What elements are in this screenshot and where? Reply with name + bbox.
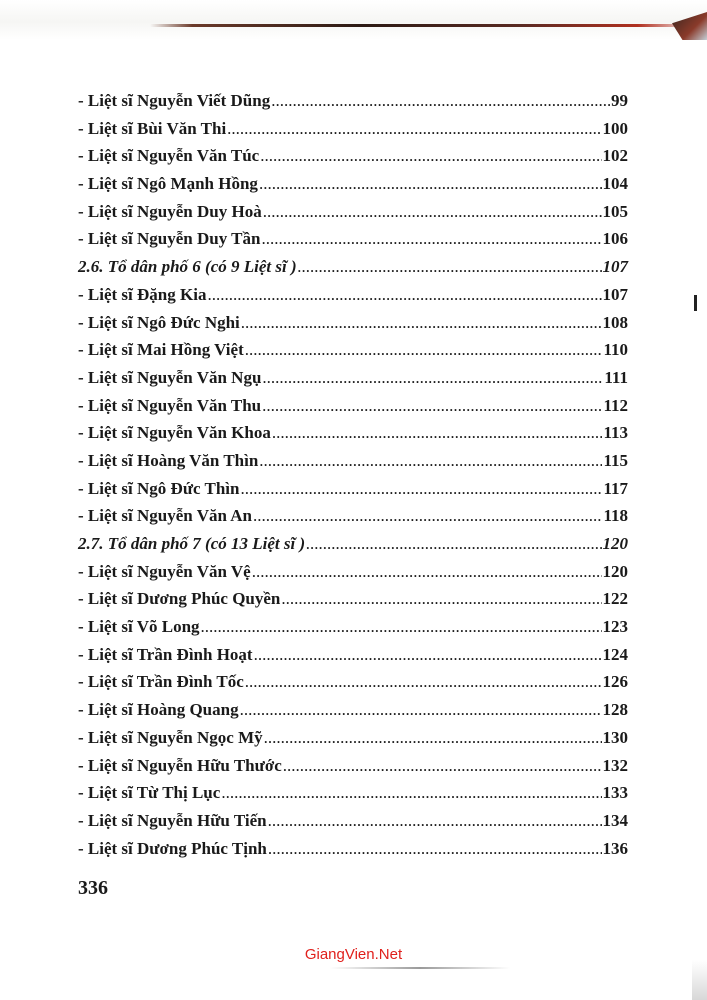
toc-entry: [78, 447, 628, 475]
toc-entry-title: - Liệt sĩ Nguyễn Duy Hoà: [78, 201, 262, 221]
toc-entry: [78, 309, 628, 337]
toc-section-heading: [78, 530, 628, 558]
toc-entry-page: 134: [602, 810, 628, 830]
toc-entry: [78, 225, 628, 253]
toc-entry-page: 110: [603, 340, 628, 360]
toc-entry: [78, 364, 628, 392]
toc-dot-leader: [207, 281, 601, 309]
toc-dot-leader: [245, 336, 603, 364]
toc-entry-title: - Liệt sĩ Mai Hồng Việt: [78, 340, 244, 360]
toc-entry-page: 120: [602, 534, 628, 553]
toc-dot-leader: [221, 779, 601, 807]
toc-dot-leader: [254, 641, 602, 669]
toc-entry: [78, 419, 628, 447]
toc-entry-title: 2.6. Tổ dân phố 6 (có 9 Liệt sĩ ): [78, 257, 297, 277]
toc-dot-leader: [259, 447, 602, 475]
toc-entry: [78, 198, 628, 226]
toc-entry: [78, 835, 628, 863]
margin-mark: [694, 295, 697, 311]
toc-entry: [78, 779, 628, 807]
table-of-contents: [78, 87, 628, 862]
toc-dot-leader: [264, 724, 602, 752]
toc-entry: [78, 558, 628, 586]
toc-dot-leader: [253, 502, 602, 530]
toc-entry-page: 132: [602, 755, 628, 775]
toc-entry: [78, 281, 628, 309]
page-number: 336: [78, 877, 108, 899]
toc-entry-title: - Liệt sĩ Ngô Mạnh Hồng: [78, 174, 258, 194]
toc-dot-leader: [227, 115, 601, 143]
toc-dot-leader: [298, 253, 602, 281]
toc-dot-leader: [240, 696, 602, 724]
bottom-scan-line: [330, 967, 510, 969]
toc-entry-page: 100: [602, 118, 628, 138]
toc-entry-title: - Liệt sĩ Nguyễn Văn Túc: [78, 146, 260, 166]
toc-entry: [78, 475, 628, 503]
toc-entry-title: - Liệt sĩ Ngô Đức Nghi: [78, 312, 240, 332]
toc-entry-page: 112: [603, 395, 628, 415]
toc-entry-title: - Liệt sĩ Dương Phúc Quyền: [78, 589, 281, 609]
toc-entry-page: 122: [602, 589, 628, 609]
toc-dot-leader: [268, 835, 602, 863]
toc-dot-leader: [262, 392, 602, 420]
toc-entry-page: 108: [602, 312, 628, 332]
toc-dot-leader: [252, 558, 602, 586]
toc-entry-title: - Liệt sĩ Nguyễn Viết Dũng: [78, 91, 271, 110]
toc-entry: [78, 807, 628, 835]
toc-entry: [78, 585, 628, 613]
toc-entry: [78, 696, 628, 724]
watermark-site: GiangVien.Net: [304, 946, 403, 963]
toc-entry: [78, 142, 628, 170]
toc-entry: [78, 392, 628, 420]
toc-entry-title: - Liệt sĩ Hoàng Văn Thìn: [78, 450, 259, 470]
toc-dot-leader: [245, 668, 602, 696]
toc-entry: [78, 724, 628, 752]
toc-entry-title: - Liệt sĩ Nguyễn Văn Khoa: [78, 423, 271, 443]
toc-dot-leader: [281, 585, 601, 613]
toc-entry-page: 115: [603, 450, 628, 470]
toc-entry-page: 120: [602, 561, 628, 581]
toc-entry-page: 111: [604, 367, 628, 387]
toc-dot-leader: [268, 807, 602, 835]
toc-dot-leader: [306, 530, 601, 558]
toc-entry-title: - Liệt sĩ Nguyễn Hữu Thước: [78, 755, 282, 775]
toc-dot-leader: [262, 364, 603, 392]
toc-entry-page: 130: [602, 727, 628, 747]
toc-dot-leader: [263, 198, 602, 226]
toc-entry-title: - Liệt sĩ Nguyễn Ngọc Mỹ: [78, 727, 263, 747]
toc-dot-leader: [260, 142, 601, 170]
toc-entry-page: 102: [602, 146, 628, 166]
toc-entry-page: 118: [603, 506, 628, 526]
toc-entry-page: 126: [602, 672, 628, 692]
toc-entry-title: - Liệt sĩ Trần Đình Hoạt: [78, 644, 253, 664]
toc-entry-page: 133: [602, 783, 628, 803]
toc-entry-page: 123: [602, 617, 628, 637]
toc-entry: [78, 668, 628, 696]
toc-entry: [78, 115, 628, 143]
bottom-corner-shadow: [692, 960, 707, 1000]
toc-entry-title: - Liệt sĩ Hoàng Quang: [78, 700, 239, 720]
toc-entry-page: 106: [602, 229, 628, 249]
toc-entry-title: - Liệt sĩ Bùi Văn Thi: [78, 118, 227, 138]
toc-entry-page: 124: [602, 644, 628, 664]
toc-entry: [78, 87, 628, 115]
toc-entry-page: 117: [603, 478, 628, 498]
toc-dot-leader: [240, 475, 602, 503]
toc-entry: [78, 170, 628, 198]
toc-entry-title: - Liệt sĩ Ngô Đức Thìn: [78, 478, 240, 498]
toc-entry-title: - Liệt sĩ Nguyễn Văn An: [78, 506, 252, 526]
toc-entry-page: 104: [602, 174, 628, 194]
toc-entry-title: - Liệt sĩ Nguyễn Văn Vệ: [78, 561, 251, 581]
book-cover-edge: [150, 24, 680, 27]
toc-dot-leader: [241, 309, 602, 337]
toc-entry-page: 107: [602, 284, 628, 304]
top-page-edge: [0, 0, 707, 40]
toc-entry-page: 107: [602, 257, 628, 277]
toc-entry: [78, 502, 628, 530]
toc-dot-leader: [259, 170, 602, 198]
toc-entry-page: 128: [602, 700, 628, 720]
toc-dot-leader: [261, 225, 601, 253]
toc-entry: [78, 641, 628, 669]
toc-entry-title: - Liệt sĩ Nguyễn Hữu Tiến: [78, 810, 267, 830]
toc-entry-title: - Liệt sĩ Trần Đình Tốc: [78, 672, 244, 692]
toc-entry-title: - Liệt sĩ Nguyễn Văn Ngụ: [78, 367, 262, 387]
toc-section-heading: [78, 253, 628, 281]
toc-entry: [78, 613, 628, 641]
toc-entry: [78, 752, 628, 780]
toc-entry-title: - Liệt sĩ Từ Thị Lục: [78, 783, 221, 803]
toc-dot-leader: [283, 752, 602, 780]
toc-entry-title: - Liệt sĩ Dương Phúc Tịnh: [78, 838, 267, 858]
toc-entry-title: - Liệt sĩ Nguyễn Văn Thu: [78, 395, 262, 415]
toc-dot-leader: [272, 419, 603, 447]
toc-entry-page: 136: [602, 838, 628, 858]
toc-entry-page: 105: [602, 201, 628, 221]
toc-entry-page: 113: [603, 423, 628, 443]
toc-entry-title: 2.7. Tổ dân phố 7 (có 13 Liệt sĩ ): [78, 534, 306, 553]
toc-entry-title: - Liệt sĩ Đặng Kia: [78, 284, 207, 304]
toc-entry-title: - Liệt sĩ Nguyễn Duy Tần: [78, 229, 261, 249]
toc-dot-leader: [271, 87, 610, 115]
toc-entry-page: 99: [611, 91, 628, 110]
toc-entry-title: - Liệt sĩ Võ Long: [78, 617, 200, 637]
toc-entry: [78, 336, 628, 364]
toc-dot-leader: [201, 613, 602, 641]
